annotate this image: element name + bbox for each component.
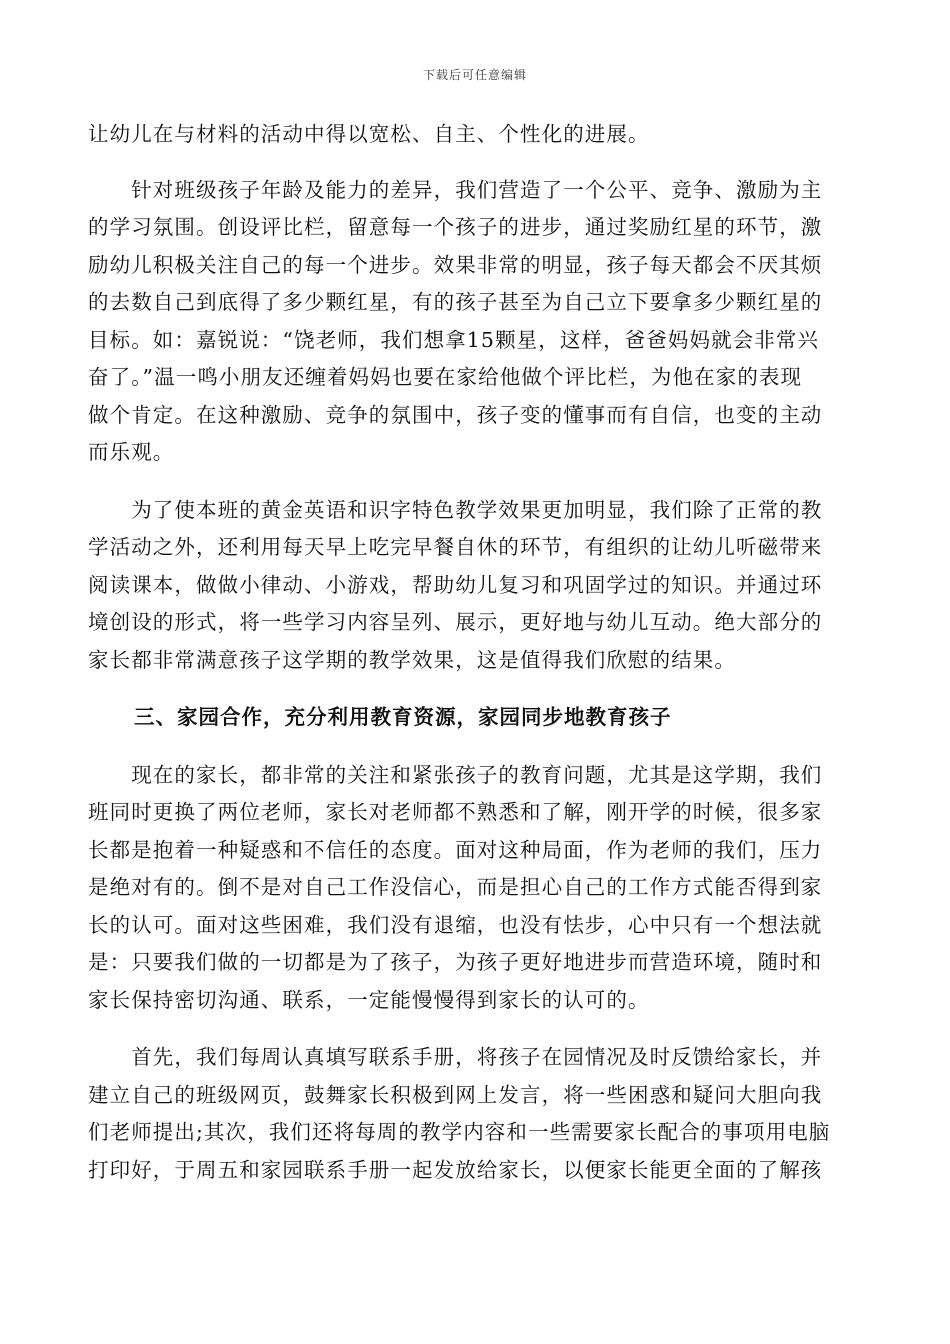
- paragraph-2: [88, 172, 858, 472]
- text-line: 现在的家长，都非常的关注和紧张孩子的教育问题，尤其是这学期，我们: [88, 762, 823, 787]
- text-line: 班同时更换了两位老师，家长对老师都不熟悉和了解，刚开学的时候，很多家: [88, 800, 823, 824]
- text-line: 首先，我们每周认真填写联系手册，将孩子在园情况及时反馈给家长，并: [88, 1045, 823, 1069]
- text-line: 让幼儿在与材料的活动中得以宽松、自主、个性化的进展。: [88, 122, 650, 146]
- text-line: 奋了。”温一鸣小朋友还缠着妈妈也要在家给他做个评比栏，为他在家的表现: [88, 365, 803, 389]
- text-line: 做个肯定。在这种激励、竞争的氛围中，孩子变的懂事而有自信，也变的主动: [88, 402, 823, 427]
- text-line: 为了使本班的黄金英语和识字特色教学效果更加明显，我们除了正常的教: [88, 497, 823, 522]
- text-line: 的学习氛围。创设评比栏，留意每一个孩子的进步，通过奖励红星的环节，激: [88, 215, 823, 239]
- text-line: 境创设的形式，将一些学习内容呈列、展示，更好地与幼儿互动。绝大部分的: [88, 610, 823, 634]
- text-line: 家长都非常满意孩子这学期的教学效果，这是值得我们欣慰的结果。: [88, 647, 736, 672]
- paragraph-4: [88, 757, 858, 1020]
- text-line: 是绝对有的。倒不是对自己工作没信心，而是担心自己的工作方式能否得到家: [88, 875, 823, 899]
- text-line: 们老师提出;其次，我们还将每周的教学内容和一些需要家长配合的事项用电脑: [88, 1120, 831, 1144]
- text-line: 是：只要我们做的一切都是为了孩子，为孩子更好地进步而营造环境，随时和: [88, 950, 823, 974]
- text-line: 的去数自己到底得了多少颗红星，有的孩子甚至为自己立下要拿多少颗红星的: [88, 290, 823, 314]
- document-body: [88, 116, 858, 1209]
- text-line: 长都是抱着一种疑惑和不信任的态度。面对这种局面，作为老师的我们，压力: [88, 837, 823, 862]
- text-line: 家长保持密切沟通、联系，一定能慢慢得到家长的认可的。: [88, 987, 650, 1012]
- text-line: 针对班级孩子年龄及能力的差异，我们营造了一个公平、竞争、激励为主: [88, 177, 823, 202]
- page-header: 下载后可任意编辑: [422, 68, 527, 82]
- text-line: 建立自己的班级网页，鼓舞家长积极到网上发言，将一些困惑和疑问大胆向我: [88, 1082, 823, 1107]
- text-line: 长的认可。面对这些困难，我们没有退缩，也没有怯步，心中只有一个想法就: [88, 912, 823, 937]
- text-line: 目标。如：嘉锐说：“饶老师，我们想拿15颗星，这样，爸爸妈妈就会非常兴: [88, 327, 820, 352]
- paragraph-5: [88, 1039, 858, 1189]
- text-line: 励幼儿积极关注自己的每一个进步。效果非常的明显，孩子每天都会不厌其烦: [88, 252, 823, 277]
- text-line: 学活动之外，还利用每天早上吃完早餐自休的环节，有组织的让幼儿听磁带来: [88, 535, 823, 559]
- paragraph-1: [88, 116, 858, 154]
- text-line: 打印好，于周五和家园联系手册一起发放给家长，以便家长能更全面的了解孩: [88, 1157, 823, 1182]
- section-heading: 三、家园合作，充分利用教育资源，家园同步地教育孩子: [134, 705, 672, 729]
- paragraph-3: [88, 492, 858, 680]
- text-line: 而乐观。: [88, 440, 175, 464]
- text-line: 阅读课本，做做小律动、小游戏，帮助幼儿复习和巩固学过的知识。并通过环: [88, 572, 823, 597]
